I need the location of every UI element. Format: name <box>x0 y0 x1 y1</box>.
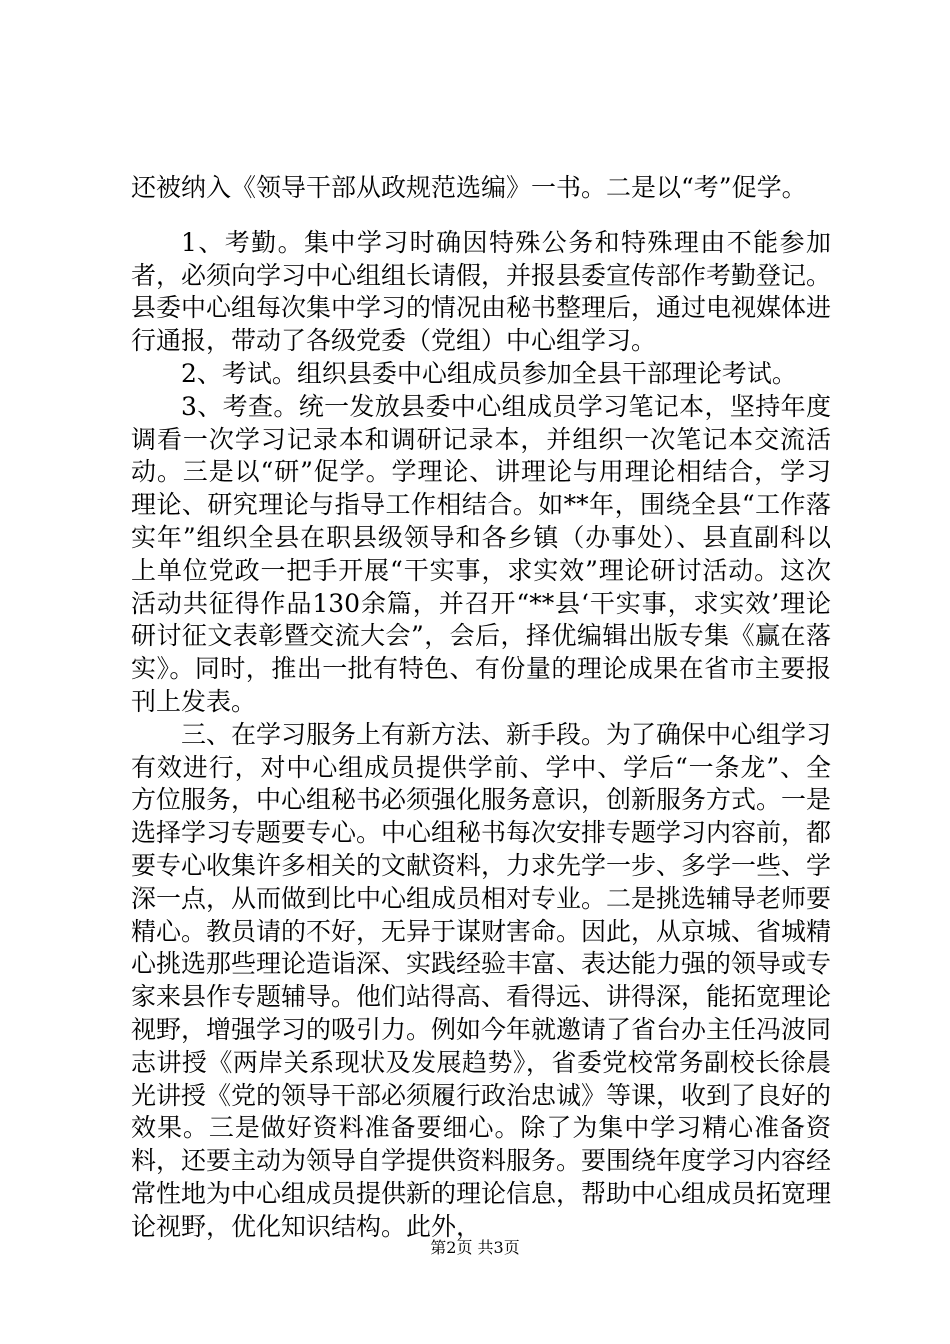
document-body <box>131 172 831 1244</box>
paragraph-continuation: 还被纳入《领导干部从政规范选编》一书。二是以“考”促学。 <box>131 173 807 202</box>
paragraph-attendance: 1、考勤。集中学习时确因特殊公务和特殊理由不能参加者，必须向学习中心组组长请假，并报县委宣传部作考勤登记。县委中心组每次集中学习的情况由秘书整理后，通过电视媒体进行通报，带动了各级党委（党组）中心组学习。 <box>131 227 832 356</box>
paragraph-inspection: 3、考查。统一发放县委中心组成员学习笔记本，坚持年度调看一次学习记录本和调研记录本，并组织一次笔记本交流活动。三是以“研”促学。学理论、讲理论与用理论相结合，学习理论、研究理论与指导工作相结合。如**年，围绕全县“工作落实年”组织全县在职县级领导和各乡镇（办事处）、县直副科以上单位党政一把手开展“干实事，求实效”理论研讨活动。这次活动共征得作品130余篇，并召开“**县‘干实事，求实效’理论研讨征文表彰暨交流大会”，会后，择优编辑出版专集《赢在落实》。同时，推出一批有特色、有份量的理论成果在省市主要报刊上发表。 <box>131 391 831 716</box>
paragraph-service: 三、在学习服务上有新方法、新手段。为了确保中心组学习有效进行，对中心组成员提供学前、学中、学后“一条龙”、全方位服务，中心组秘书必须强化服务意识，创新服务方式。一是选择学习专题要专心。中心组秘书每次安排专题学习内容前，都要专心收集许多相关的文献资料，力求先学一步、多学一些、学深一点，从而做到比中心组成员相对专业。二是挑选辅导老师要精心。教员请的不好，无异于谋财害命。因此，从京城、省城精心挑选那些理论造诣深、实践经验丰富、表达能力强的领导或专家来县作专题辅导。他们站得高、看得远、讲得深，能拓宽理论视野，增强学习的吸引力。例如今年就邀请了省台办主任冯波同志讲授《两岸关系现状及发展趋势》，省委党校常务副校长徐晨光讲授《党的领导干部必须履行政治忠诚》等课，收到了良好的效果。三是做好资料准备要细心。除了为集中学习精心准备资料，还要主动为领导自学提供资料服务。要围绕年度学习内容经常性地为中心组成员提供新的理论信息，帮助中心组成员拓宽理论视野，优化知识结构。此外， <box>131 719 832 1241</box>
paragraph-exam: 2、考试。组织县委中心组成员参加全县干部理论考试。 <box>181 358 797 388</box>
page-number-footer: 第2页 共3页 <box>430 1238 520 1257</box>
